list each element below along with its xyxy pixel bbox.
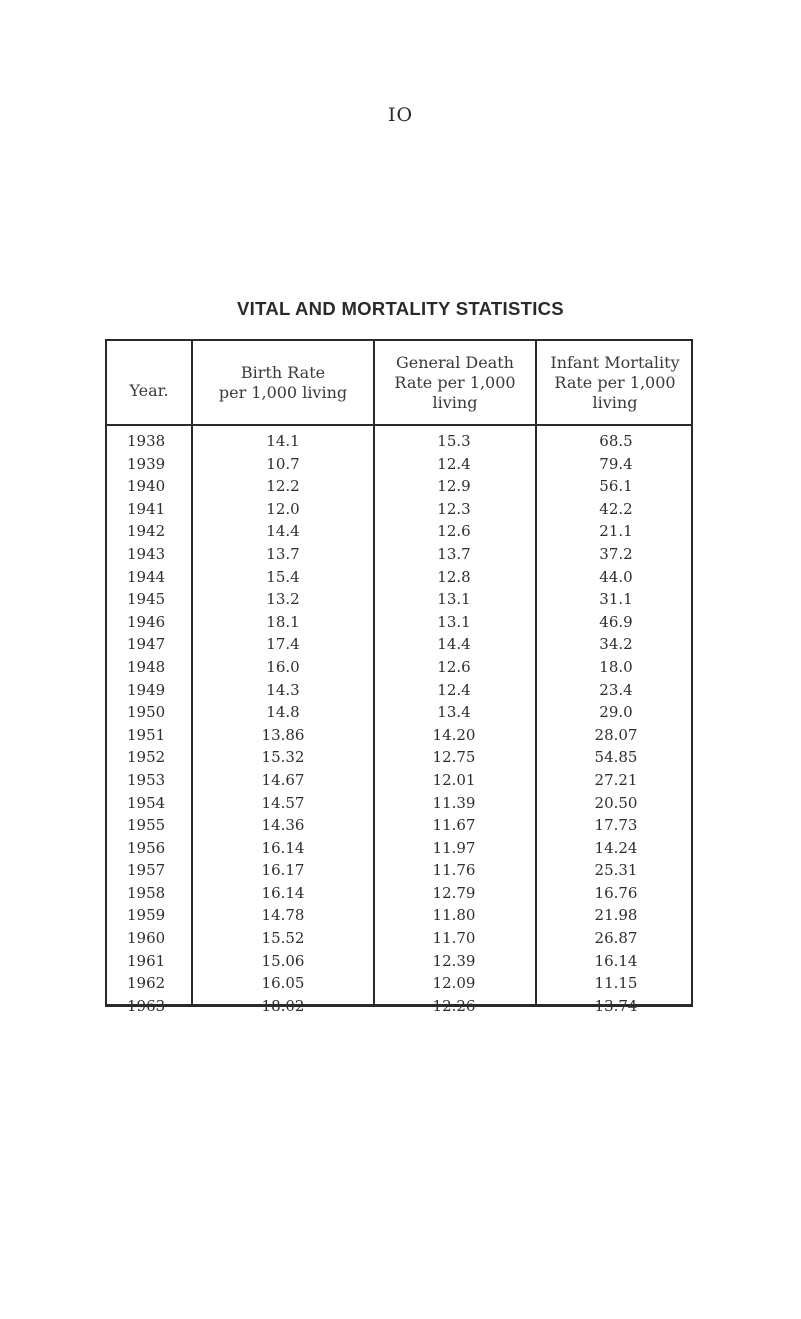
infant-rate-cell: 21.1 [599,522,633,541]
infant-rate-cell: 44.0 [599,567,633,586]
infant-rate-cell: 28.07 [594,725,638,744]
death-rate-cell: 11.67 [432,816,476,835]
table-row [107,837,691,860]
death-rate-cell: 12.79 [432,883,476,902]
infant-rate-cell: 17.73 [594,816,638,835]
year-cell: 1952 [127,748,166,767]
infant-rate-cell: 31.1 [599,590,633,609]
death-rate-cell: 13.4 [437,703,471,722]
death-rate-cell: 12.39 [432,951,476,970]
birth-rate-cell: 16.05 [261,974,305,993]
birth-rate-cell: 18.1 [266,612,300,631]
infant-rate-cell: 26.87 [594,929,638,948]
year-cell: 1949 [127,680,166,699]
birth-rate-cell: 13.7 [266,544,300,563]
birth-rate-cell: 14.78 [261,906,305,925]
table-row [107,453,691,476]
table-row [107,520,691,543]
death-rate-cell: 12.6 [437,657,471,676]
table-row [107,792,691,815]
infant-rate-cell: 23.4 [599,680,633,699]
year-cell: 1950 [127,703,166,722]
table-row [107,769,691,792]
year-cell: 1962 [127,974,166,993]
death-rate-cell: 13.1 [437,590,471,609]
header-infant-line2: Rate per 1,000 [554,372,676,392]
table-row [107,543,691,566]
page-title: VITAL AND MORTALITY STATISTICS [237,298,564,319]
table-row [107,498,691,521]
death-rate-cell: 12.9 [437,477,471,496]
table-row [107,656,691,679]
birth-rate-cell: 12.2 [266,477,300,496]
death-rate-cell: 11.97 [432,838,476,857]
table-row [107,950,691,973]
table-row [107,814,691,837]
death-rate-cell: 14.4 [437,635,471,654]
infant-rate-cell: 25.31 [594,861,638,880]
infant-rate-cell: 54.85 [594,748,638,767]
birth-rate-cell: 12.0 [266,499,300,518]
infant-rate-cell: 16.76 [594,883,638,902]
header-year [107,349,191,432]
infant-rate-cell: 20.50 [594,793,638,812]
birth-rate-cell: 16.14 [261,883,305,902]
header-birth-line1: Birth Rate [240,362,326,382]
death-rate-cell: 12.26 [432,996,476,1015]
header-birth-line2: per 1,000 living [218,382,348,402]
header-infant-line1: Infant Mortality [550,352,680,372]
death-rate-cell: 11.80 [432,906,476,925]
table-row [107,430,691,453]
table-row [107,611,691,634]
year-cell: 1951 [127,725,166,744]
year-cell: 1947 [127,635,166,654]
header-divider [107,424,691,426]
birth-rate-cell: 14.8 [266,703,300,722]
statistics-table [105,339,693,1015]
year-cell: 1945 [127,590,166,609]
birth-rate-cell: 15.4 [266,567,300,586]
infant-rate-cell: 27.21 [594,770,638,789]
infant-rate-cell: 21.98 [594,906,638,925]
table-row [107,566,691,589]
header-infant-line3: living [592,392,638,412]
year-cell: 1959 [127,906,166,925]
year-cell: 1961 [127,951,166,970]
birth-rate-cell: 14.4 [266,522,300,541]
year-cell: 1946 [127,612,166,631]
header-death-line1: General Death [396,352,514,372]
table-row [107,724,691,747]
death-rate-cell: 12.4 [437,680,471,699]
birth-rate-cell: 14.36 [261,816,305,835]
table-row [107,633,691,656]
infant-rate-cell: 56.1 [599,477,633,496]
death-rate-cell: 11.76 [432,861,476,880]
death-rate-cell: 12.75 [432,748,476,767]
infant-rate-cell: 16.14 [594,951,638,970]
birth-rate-cell: 15.06 [261,951,305,970]
birth-rate-cell: 15.52 [261,929,305,948]
table-row [107,995,691,1018]
infant-rate-cell: 68.5 [599,432,633,450]
table-row [107,679,691,702]
death-rate-cell: 13.1 [437,612,471,631]
year-cell: 1948 [127,657,166,676]
year-cell: 1941 [127,499,166,518]
birth-rate-cell: 13.2 [266,590,300,609]
header-birth-rate [193,341,373,424]
infant-rate-cell: 79.4 [599,454,633,473]
birth-rate-cell: 14.57 [261,793,305,812]
infant-rate-cell: 42.2 [599,499,633,518]
table-row [107,475,691,498]
year-cell: 1955 [127,816,166,835]
birth-rate-cell: 16.17 [261,861,305,880]
year-cell: 1963 [127,996,166,1015]
death-rate-cell: 13.7 [437,544,471,563]
table-row [107,746,691,769]
year-cell: 1943 [127,544,166,563]
infant-rate-cell: 37.2 [599,544,633,563]
death-rate-cell: 15.3 [437,432,471,450]
birth-rate-cell: 14.67 [261,770,305,789]
header-infant-mortality [537,341,693,424]
year-cell: 1938 [127,432,166,450]
header-death-line2: Rate per 1,000 [394,372,516,392]
infant-rate-cell: 34.2 [599,635,633,654]
death-rate-cell: 12.3 [437,499,471,518]
birth-rate-cell: 14.3 [266,680,300,699]
birth-rate-cell: 16.0 [266,657,300,676]
table-row [107,701,691,724]
year-cell: 1939 [127,454,166,473]
birth-rate-cell: 18.02 [261,996,305,1015]
death-rate-cell: 12.4 [437,454,471,473]
year-cell: 1944 [127,567,166,586]
table-row [107,859,691,882]
death-rate-cell: 12.6 [437,522,471,541]
header-year-label: Year. [129,380,169,400]
death-rate-cell: 12.01 [432,770,476,789]
table-body [107,430,691,1017]
year-cell: 1960 [127,929,166,948]
year-cell: 1940 [127,477,166,496]
infant-rate-cell: 13.74 [594,996,638,1015]
birth-rate-cell: 17.4 [266,635,300,654]
death-rate-cell: 12.8 [437,567,471,586]
table-row [107,882,691,905]
table-row [107,927,691,950]
birth-rate-cell: 16.14 [261,838,305,857]
page-number: IO [387,104,414,126]
infant-rate-cell: 11.15 [594,974,638,993]
year-cell: 1958 [127,883,166,902]
year-cell: 1957 [127,861,166,880]
table-row [107,904,691,927]
header-death-line3: living [432,392,478,412]
header-death-rate [375,341,535,424]
infant-rate-cell: 46.9 [599,612,633,631]
table-row [107,588,691,611]
year-cell: 1956 [127,838,166,857]
birth-rate-cell: 14.1 [266,432,300,450]
infant-rate-cell: 29.0 [599,703,633,722]
birth-rate-cell: 15.32 [261,748,305,767]
year-cell: 1954 [127,793,166,812]
table-row [107,972,691,995]
year-cell: 1942 [127,522,166,541]
year-cell: 1953 [127,770,166,789]
birth-rate-cell: 13.86 [261,725,305,744]
death-rate-cell: 14.20 [432,725,476,744]
birth-rate-cell: 10.7 [266,454,300,473]
infant-rate-cell: 14.24 [594,838,638,857]
death-rate-cell: 11.39 [432,793,476,812]
infant-rate-cell: 18.0 [599,657,633,676]
death-rate-cell: 12.09 [432,974,476,993]
death-rate-cell: 11.70 [432,929,476,948]
